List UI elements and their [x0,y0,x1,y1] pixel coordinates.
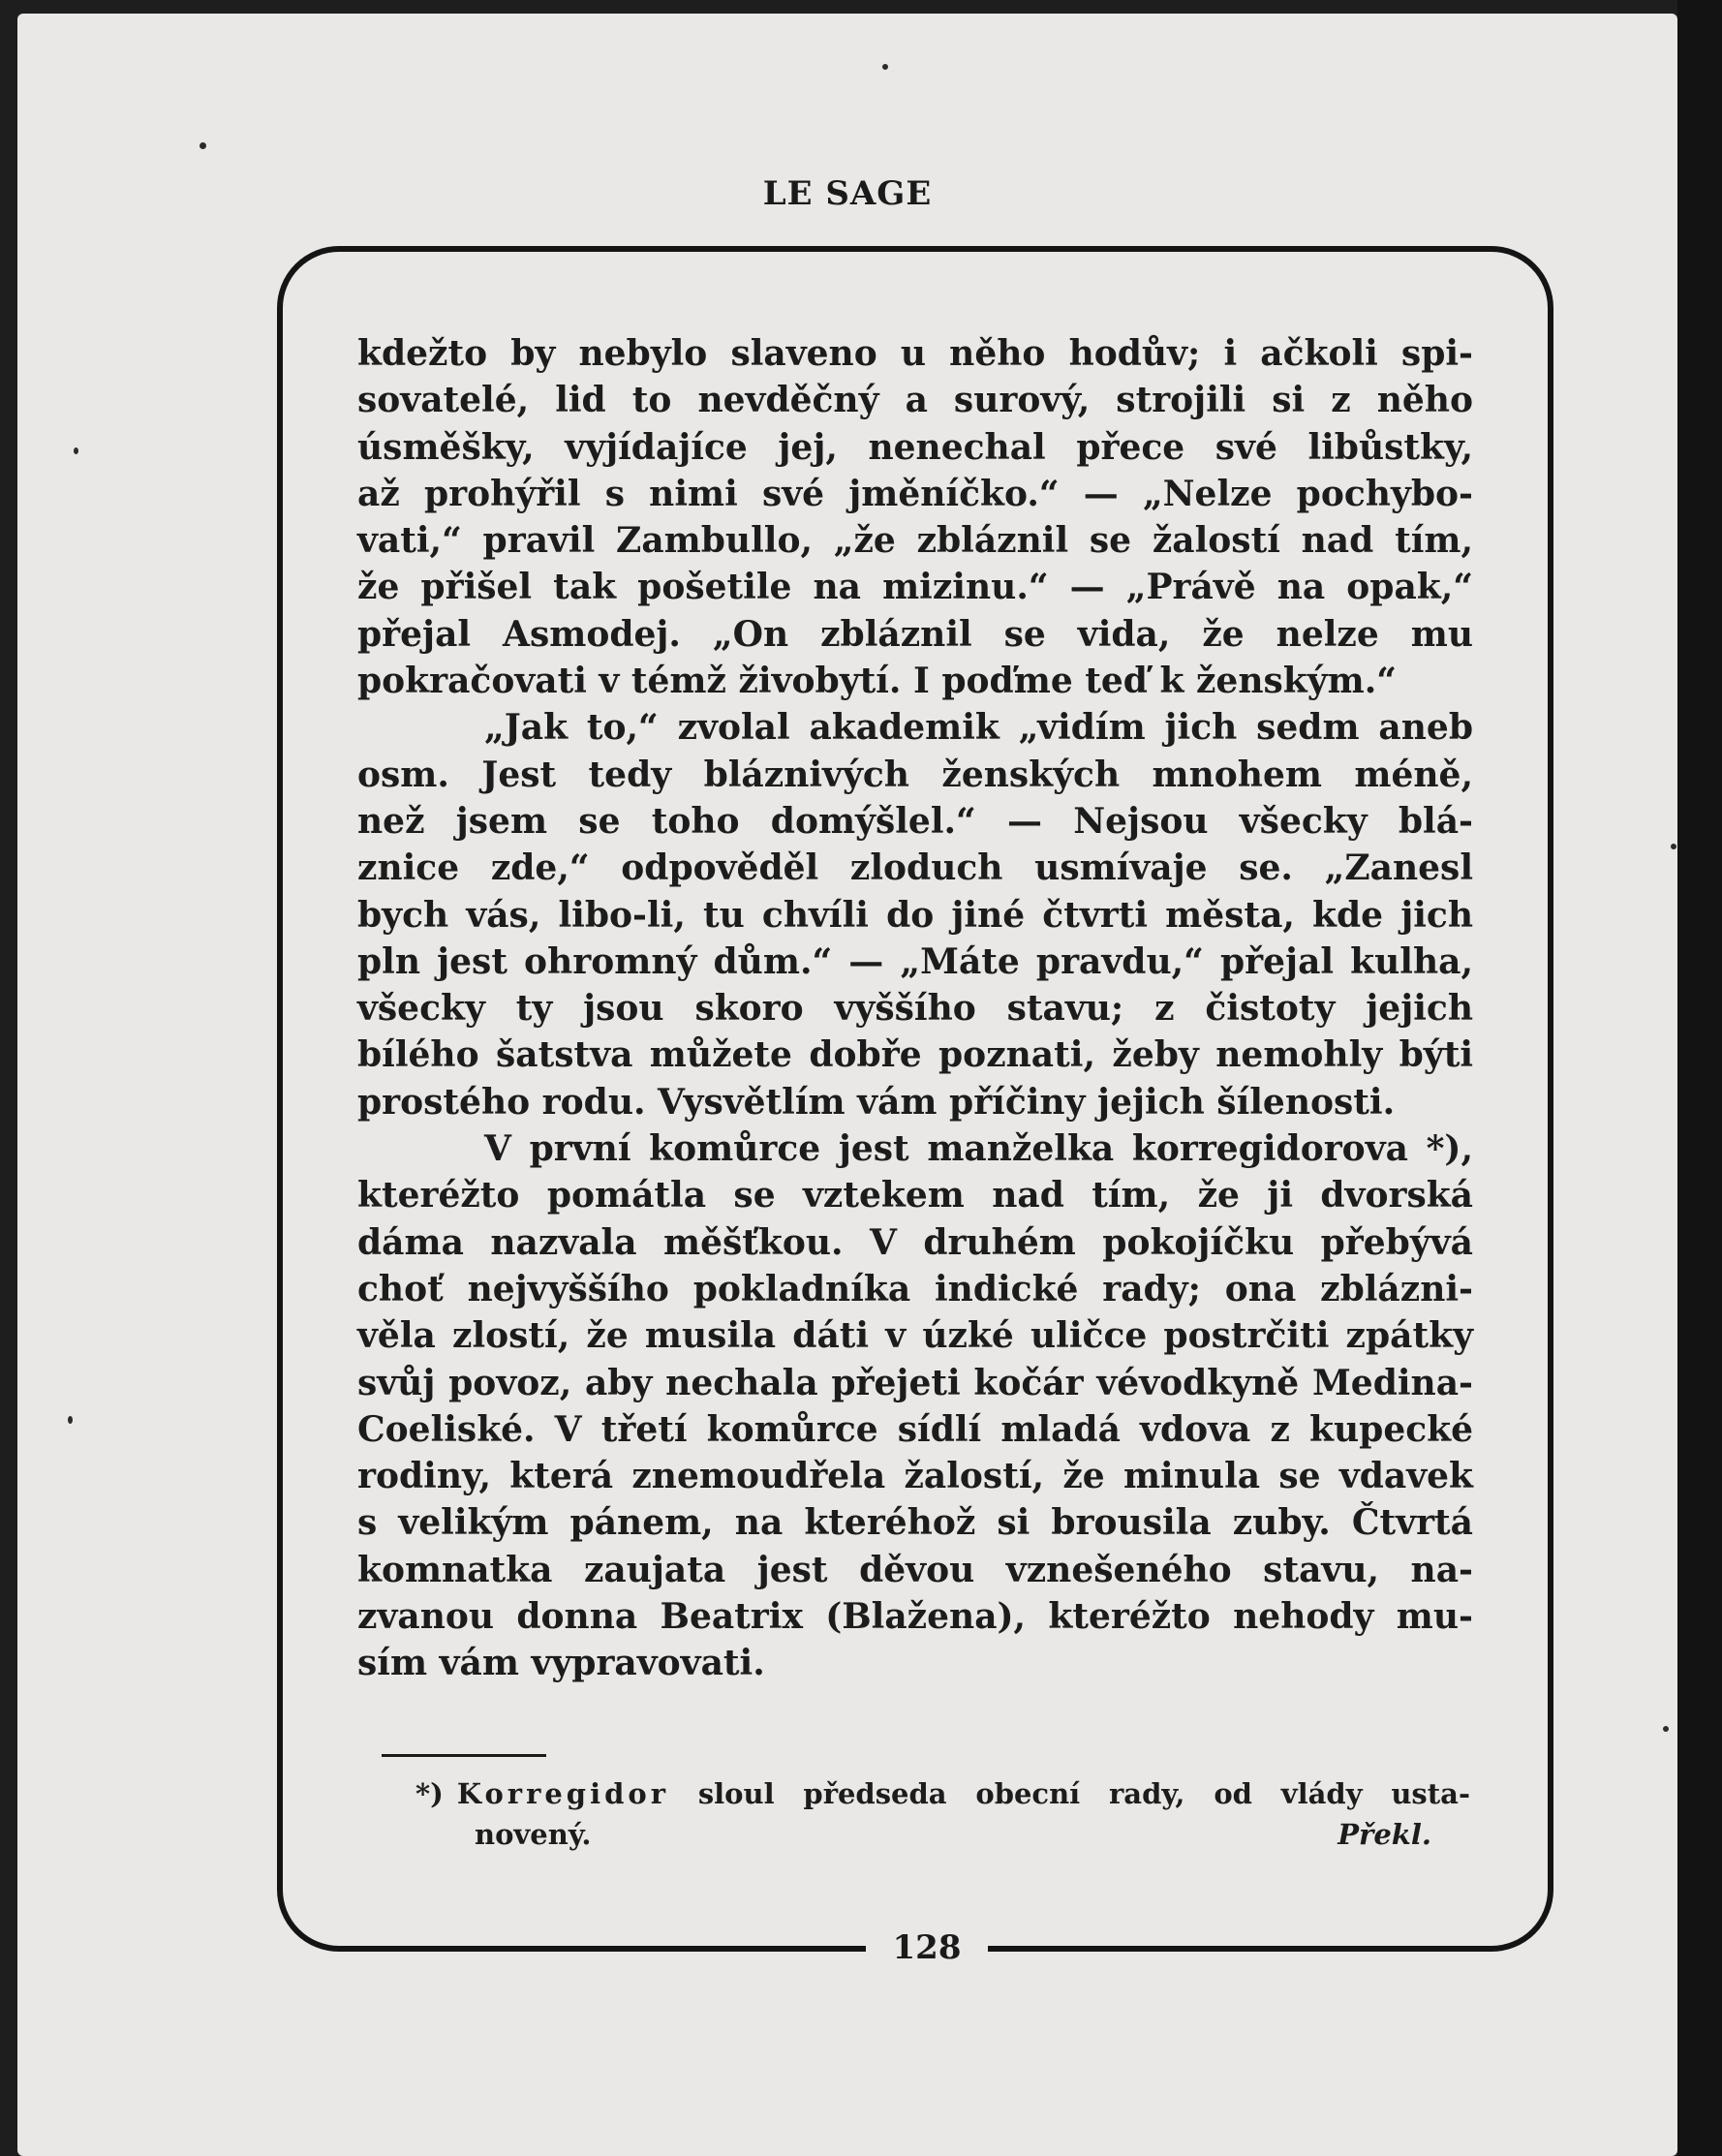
paper-speck [1671,844,1676,849]
text-line: sím vám vypravovati. [357,1643,765,1684]
text-line: bych vás, libo-li, tu chvíli do jiné čtvrti města, kde jich [357,894,1473,936]
footnote-term: Korregidor [456,1777,670,1810]
footnote-line [415,1814,1470,1855]
text-line: kdežto by nebylo slaveno u něho hodův; i ačkoli spi- [357,333,1473,374]
text-line: pokračovati v témž živobytí. I poďme teď k ženským.“ [357,661,1397,702]
footnote-line [415,1773,1470,1814]
text-line: „Jak to,“ zvolal akademik „vidím jich sedm aneb [484,707,1473,749]
text-line: Coeliské. V třetí komůrce sídlí mladá vdova z kupecké [357,1408,1473,1450]
paper-speck [882,64,888,70]
text-line: bílého šatstva můžete dobře poznati, žeby nemohly býti [357,1034,1473,1076]
text-line: úsměšky, vyjídajíce jej, nenechal přece své libůstky, [357,426,1473,468]
text-line: dáma nazvala měšťkou. V druhém pokojíčku přebývá [357,1221,1473,1263]
text-line: rodiny, která znemoudřela žalostí, že minula se vdavek [357,1456,1473,1497]
text-line: znice zde,“ odpověděl zloduch usmívaje se. „Zanesl [357,847,1473,889]
footnote-separator [382,1754,546,1757]
page-number: 128 [892,1928,962,1967]
footnote [415,1773,1470,1855]
translator-note: Překl. [1338,1818,1431,1851]
scan-edge-shadow [1677,0,1722,2156]
paper-speck [74,447,78,454]
text-line: V první komůrce jest manželka korregidorova *), [484,1128,1473,1170]
text-line: pln jest ohromný dům.“ — „Máte pravdu,“ přejal kulha, [357,940,1473,982]
text-line: vati,“ pravil Zambullo, „že zbláznil se žalostí nad tím, [357,520,1473,562]
paper-sheet [17,14,1677,2156]
text-line: s velikým pánem, na kteréhož si brousila zuby. Čtvrtá [357,1502,1473,1544]
text-line: než jsem se toho domýšlel.“ — Nejsou všecky blá- [357,800,1473,842]
footnote-mark: *) [415,1777,444,1810]
text-line: komnatka zaujata jest děvou vznešeného stavu, na- [357,1549,1473,1590]
text-line: sovatelé, lid to nevděčný a surový, strojili si z něho [357,380,1473,421]
paper-speck [1663,1726,1669,1732]
text-line: osm. Jest tedy bláznivých ženských mnohem méně, [357,754,1473,795]
text-line: kteréžto pomátla se vztekem nad tím, že ji dvorská [357,1175,1473,1217]
text-line: až prohýřil s nimi své jměníčko.“ — „Nelze pochybo- [357,473,1473,514]
paper-speck [200,142,206,149]
text-line: všecky ty jsou skoro vyššího stavu; z čistoty jejich [357,988,1473,1030]
text-line: zvanou donna Beatrix (Blažena), kteréžto nehody mu- [357,1596,1473,1638]
text-line: přejal Asmodej. „On zbláznil se vida, že nelze mu [357,613,1473,655]
text-line: že přišel tak pošetile na mizinu.“ — „Právě na opak,“ [357,567,1473,608]
text-line: prostého rodu. Vysvětlím vám příčiny jejich šílenosti. [357,1081,1396,1123]
running-header: LE SAGE [762,174,933,213]
text-line: věla zlostí, že musila dáti v úzké uličce postrčiti zpátky [357,1315,1473,1357]
paper-speck [68,1416,73,1424]
body-text [357,330,1473,1687]
text-line: choť nejvyššího pokladníka indické rady; ona zblázni- [357,1268,1473,1309]
footnote-text: novený. [475,1818,592,1851]
footnote-text: sloul předseda obecní rady, od vlády usta- [697,1777,1470,1810]
text-line: svůj povoz, aby nechala přejeti kočár vévodkyně Medina- [357,1362,1473,1403]
